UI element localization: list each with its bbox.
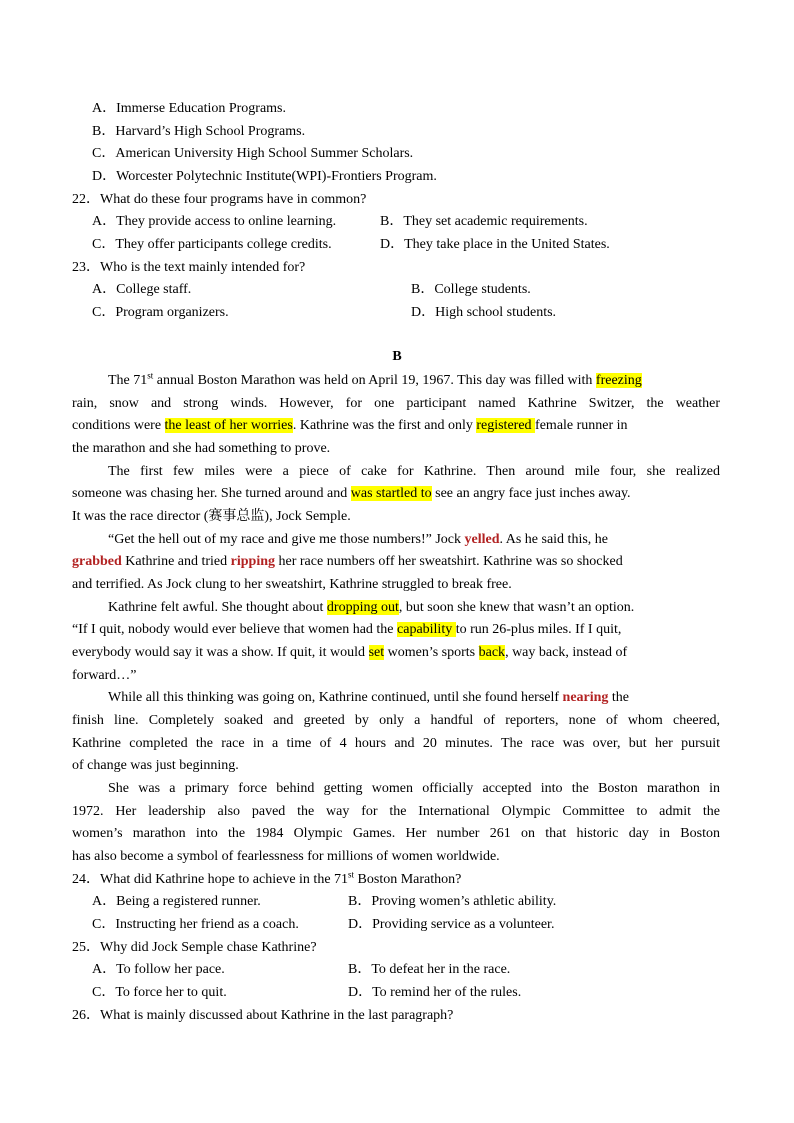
section-label: B bbox=[392, 349, 402, 364]
p2-line-1: The first few miles were a piece of cake for Kathrine. Then around mile four, she realized bbox=[108, 464, 720, 479]
q23-stem: 23．Who is the text mainly intended for? bbox=[72, 260, 306, 275]
p1-line-3: conditions were the least of her worries. Kathrine was the first and only registered female runner in bbox=[72, 418, 628, 433]
q23-option-c: C．Program organizers. bbox=[92, 305, 229, 320]
p5-line-4: of change was just beginning. bbox=[72, 758, 239, 773]
q21-option-d: D．Worcester Polytechnic Institute(WPI)-Frontiers Program. bbox=[92, 169, 437, 184]
q25-option-b: B．To defeat her in the race. bbox=[348, 962, 511, 977]
p4-line-3: everybody would say it was a show. If quit, it would set women’s sports back, way back, instead of bbox=[72, 645, 628, 660]
emphasis: yelled bbox=[464, 532, 500, 547]
highlight: back bbox=[478, 645, 506, 660]
p6-line-3: women’s marathon into the 1984 Olympic Games. Her number 261 on that historic day in Boston bbox=[72, 826, 720, 841]
highlight: set bbox=[368, 645, 385, 660]
p1-line-2: rain, snow and strong winds. However, for one participant named Kathrine Switzer, the weather bbox=[72, 396, 720, 411]
q24-option-b: B．Proving women’s athletic ability. bbox=[348, 894, 557, 909]
highlight: registered bbox=[476, 418, 536, 433]
q25-option-c: C．To force her to quit. bbox=[92, 985, 227, 1000]
p1-line-4: the marathon and she had something to prove. bbox=[72, 441, 331, 456]
emphasis: nearing bbox=[562, 690, 609, 705]
p3-line-1: “Get the hell out of my race and give me those numbers!” Jock yelled. As he said this, he bbox=[108, 532, 608, 547]
q23-option-d: D．High school students. bbox=[411, 305, 557, 320]
q24-stem: 24．What did Kathrine hope to achieve in the 71st Boston Marathon? bbox=[72, 869, 462, 887]
p2-line-2: someone was chasing her. She turned around and was startled to see an angry face just inches away. bbox=[72, 486, 631, 501]
p4-line-1: Kathrine felt awful. She thought about dropping out, but soon she knew that wasn’t an option. bbox=[108, 600, 635, 615]
p1-line-1: The 71st annual Boston Marathon was held on April 19, 1967. This day was filled with freezing bbox=[108, 370, 642, 388]
q25-option-d: D．To remind her of the rules. bbox=[348, 985, 522, 1000]
emphasis: grabbed bbox=[72, 554, 122, 569]
q23-option-a: A．College staff. bbox=[92, 282, 192, 297]
q25-stem: 25．Why did Jock Semple chase Kathrine? bbox=[72, 940, 317, 955]
q22-option-b: B．They set academic requirements. bbox=[380, 214, 588, 229]
q21-option-b: B．Harvard’s High School Programs. bbox=[92, 124, 306, 139]
q21-option-c: C．American University High School Summer Scholars. bbox=[92, 146, 414, 161]
p3-line-3: and terrified. As Jock clung to her sweatshirt, Kathrine struggled to break free. bbox=[72, 577, 512, 592]
q22-option-d: D．They take place in the United States. bbox=[380, 237, 610, 252]
q21-option-a: A．Immerse Education Programs. bbox=[92, 101, 287, 116]
p4-line-2: “If I quit, nobody would ever believe that women had the capability to run 26-plus miles. If I quit, bbox=[72, 622, 622, 637]
p5-line-3: Kathrine completed the race in a time of 4 hours and 20 minutes. The race was over, but her pursuit bbox=[72, 736, 720, 751]
highlight: freezing bbox=[595, 373, 642, 388]
emphasis: ripping bbox=[230, 554, 276, 569]
p5-line-2: finish line. Completely soaked and greeted by only a handful of reporters, none of whom cheered, bbox=[72, 713, 720, 728]
q22-option-a: A．They provide access to online learning. bbox=[92, 214, 337, 229]
q24-option-c: C．Instructing her friend as a coach. bbox=[92, 917, 299, 932]
p6-line-1: She was a primary force behind getting women officially accepted into the Boston marathon in bbox=[108, 781, 720, 796]
p3-line-2: grabbed Kathrine and tried ripping her race numbers off her sweatshirt. Kathrine was so shocked bbox=[72, 554, 623, 569]
p2-line-3: It was the race director (赛事总监), Jock Semple. bbox=[72, 509, 351, 524]
q24-option-a: A．Being a registered runner. bbox=[92, 894, 261, 909]
p5-line-1: While all this thinking was going on, Kathrine continued, until she found herself nearing the bbox=[108, 690, 630, 705]
q22-option-c: C．They offer participants college credits. bbox=[92, 237, 332, 252]
highlight: capability bbox=[397, 622, 456, 637]
p6-line-4: has also become a symbol of fearlessness for millions of women worldwide. bbox=[72, 849, 500, 864]
highlight: dropping out bbox=[326, 600, 399, 615]
q26-stem: 26．What is mainly discussed about Kathrine in the last paragraph? bbox=[72, 1008, 454, 1023]
q25-option-a: A．To follow her pace. bbox=[92, 962, 225, 977]
highlight: was startled to bbox=[350, 486, 432, 501]
p6-line-2: 1972. Her leadership also paved the way for the International Olympic Committee to admit the bbox=[72, 804, 720, 819]
q23-option-b: B．College students. bbox=[411, 282, 531, 297]
q24-option-d: D．Providing service as a volunteer. bbox=[348, 917, 555, 932]
highlight: the least of her worries bbox=[164, 418, 293, 433]
p4-line-4: forward…” bbox=[72, 668, 137, 683]
q22-stem: 22．What do these four programs have in common? bbox=[72, 192, 367, 207]
